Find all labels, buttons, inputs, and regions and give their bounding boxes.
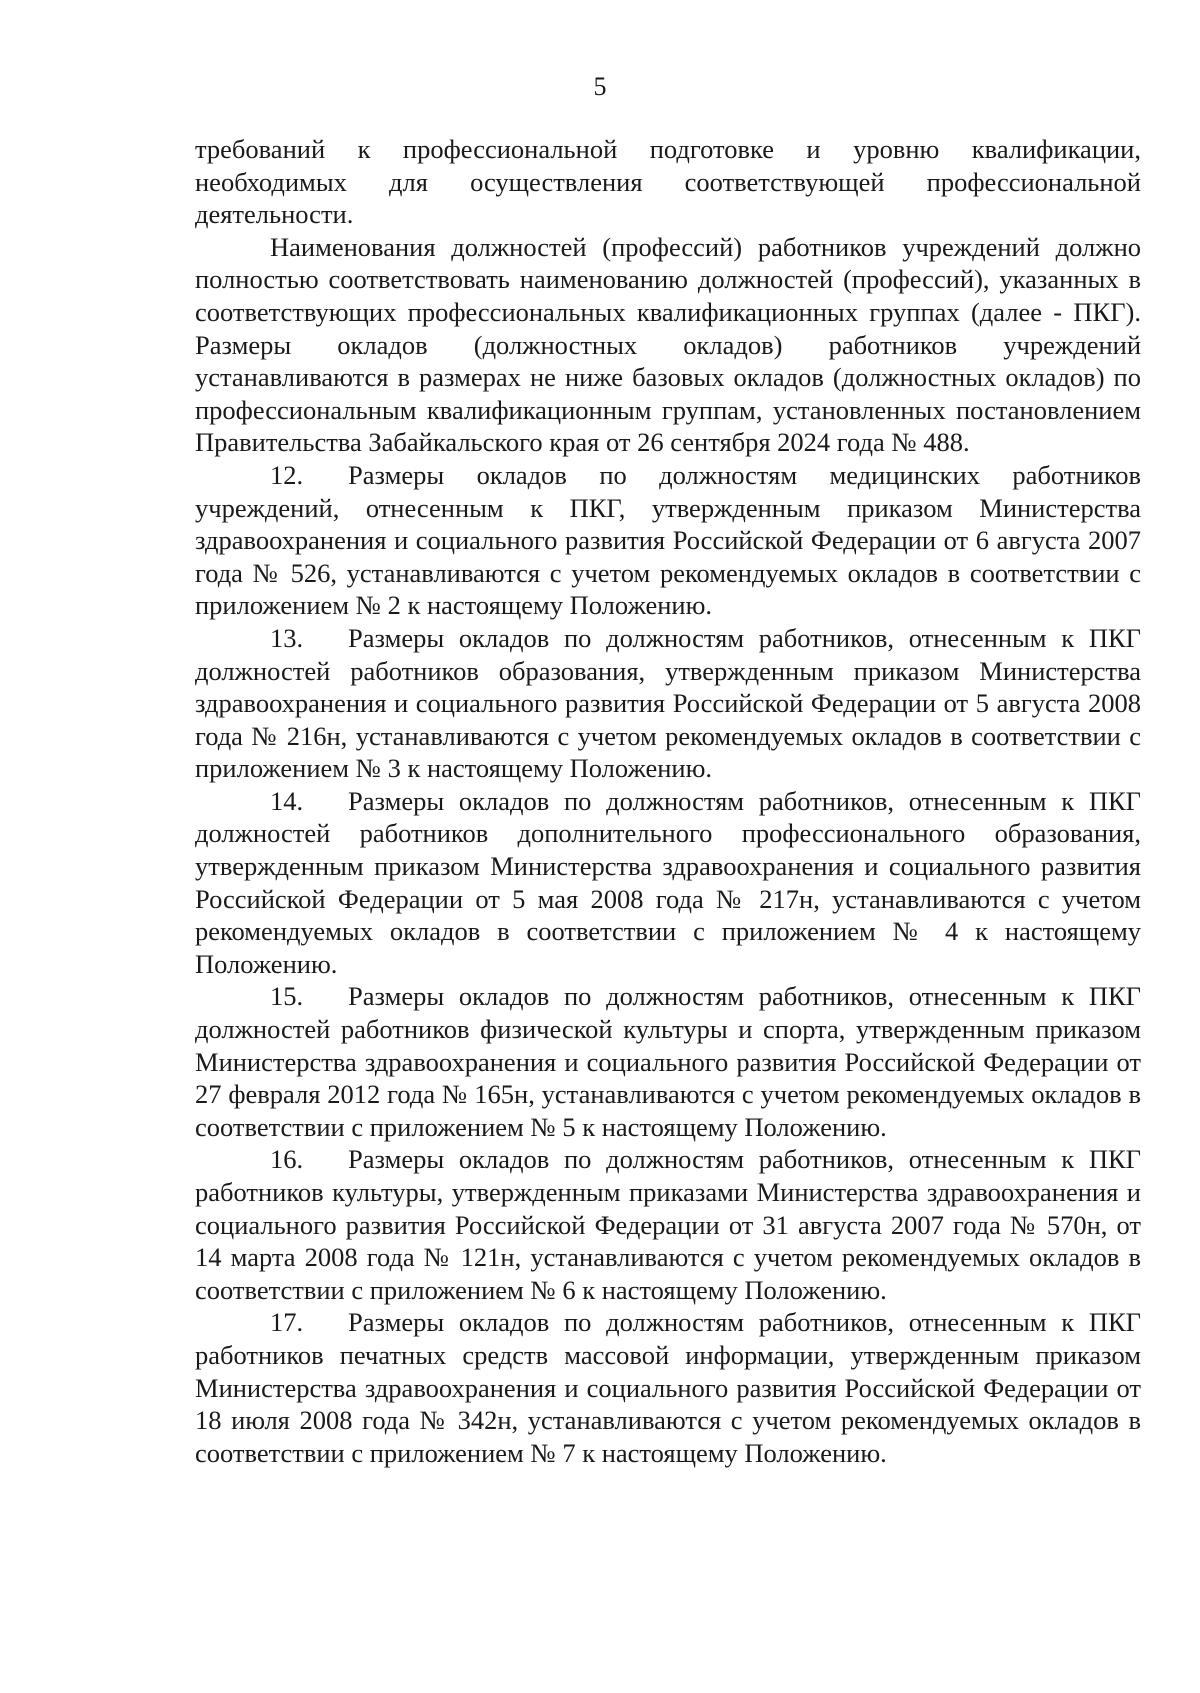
paragraph-item-12: [195, 459, 1141, 622]
paragraph-position-names: [195, 231, 1141, 459]
paragraph-number: 16.: [270, 1144, 304, 1175]
paragraph-text: Размеры окладов по должностям работников, отнесенным к ПКГ должностей работников образования, утвержденным приказом Министерства здравоохранения и социального развития Российской Федерации от 5 августа 2008 года № 216н, устанавливаются с учетом рекомендуемых окладов в соответствии с приложением № 3 к настоящему Положению.: [195, 622, 1141, 784]
paragraph-text: Размеры окладов по должностям работников, отнесенным к ПКГ должностей работников дополнительного профессионального образования, утвержденным приказом Министерства здравоохранения и социального развития Российской Федерации от 5 мая 2008 года № 217н, устанавливаются с учетом рекомендуемых окладов в соответствии с приложением № 4 к настоящему Положению.: [195, 785, 1141, 979]
document-body: [195, 133, 1141, 1469]
paragraph-number: 12.: [270, 459, 304, 490]
paragraph-text: Размеры окладов по должностям работников, отнесенным к ПКГ работников печатных средств массовой информации, утвержденным приказом Министерства здравоохранения и социального развития Российской Федерации от 18 июля 2008 года № 342н, устанавливаются с учетом рекомендуемых окладов в соответствии с приложением № 7 к настоящему Положению.: [195, 1307, 1141, 1468]
paragraph-number: 17.: [270, 1307, 304, 1338]
paragraph-text: требований к профессиональной подготовке и уровню квалификации, необходимых для осуществления соответствующей профессиональной деятельности.: [195, 134, 1141, 230]
paragraph-text: Размеры окладов по должностям работников, отнесенным к ПКГ должностей работников физической культуры и спорта, утвержденным приказом Министерства здравоохранения и социального развития Российской Федерации от 27 февраля 2012 года № 165н, устанавливаются с учетом рекомендуемых окладов в соответствии с приложением № 5 к настоящему Положению.: [195, 981, 1141, 1142]
paragraph-item-14: [195, 785, 1141, 981]
page-number: 5: [593, 72, 607, 101]
paragraph-item-16: [195, 1143, 1141, 1306]
paragraph-number: 15.: [270, 981, 304, 1012]
paragraph-text: Наименования должностей (профессий) работников учреждений должно полностью соответствовать наименованию должностей (профессий), указанных в соответствующих профессиональных квалификационных группах (далее - ПКГ). Размеры окладов (должностных окладов) работников учреждений устанавливаются в размерах не ниже базовых окладов (должностных окладов) по профессиональным квалификационным группам, установленных постановлением Правительства Забайкальского края от 26 сентября 2024 года № 488.: [195, 231, 1141, 458]
paragraph-item-15: [195, 980, 1141, 1143]
paragraph-number: 14.: [270, 785, 304, 816]
paragraph-item-13: [195, 622, 1141, 785]
paragraph-item-17: [195, 1306, 1141, 1469]
paragraph-text: Размеры окладов по должностям работников, отнесенным к ПКГ работников культуры, утвержденным приказами Министерства здравоохранения и социального развития Российской Федерации от 31 августа 2007 года № 570н, от 14 марта 2008 года № 121н, устанавливаются с учетом рекомендуемых окладов в соответствии с приложением № 6 к настоящему Положению.: [195, 1144, 1141, 1305]
paragraph-number: 13.: [270, 622, 304, 653]
paragraph-continuation: [195, 133, 1141, 231]
paragraph-text: Размеры окладов по должностям медицинских работников учреждений, отнесенным к ПКГ, утвержденным приказом Министерства здравоохранения и социального развития Российской Федерации от 6 августа 2007 года № 526, устанавливаются с учетом рекомендуемых окладов в соответствии с приложением № 2 к настоящему Положению.: [195, 459, 1141, 621]
